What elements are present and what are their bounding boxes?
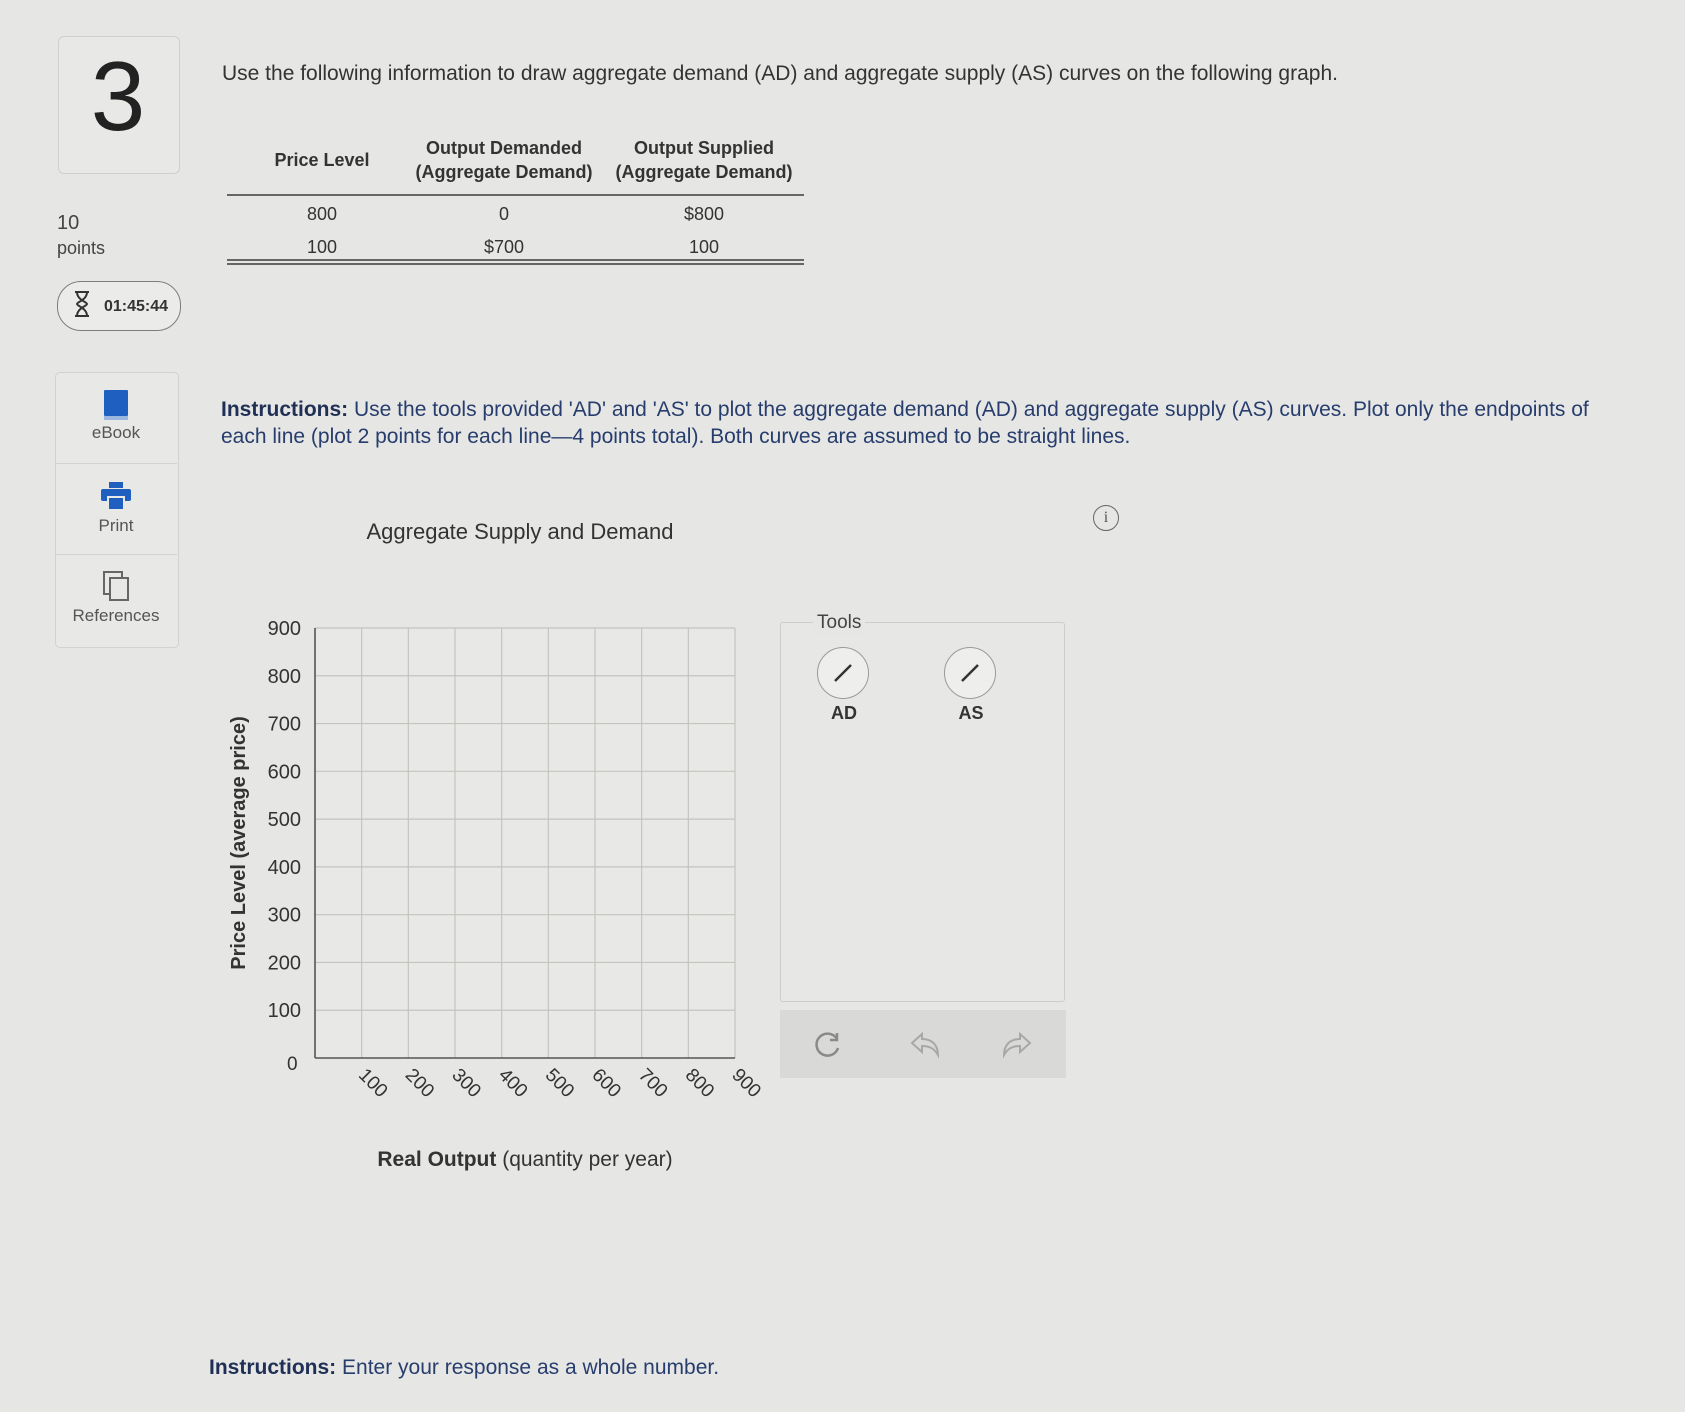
- instructions-2-text: Enter your response as a whole number.: [336, 1356, 720, 1379]
- line-tool-icon: [944, 647, 996, 699]
- question-prompt: Use the following information to draw aggregate demand (AD) and aggregate supply (AS) curves on the following graph.: [222, 62, 1338, 85]
- x-tick-label: 700: [634, 1064, 672, 1102]
- undo-icon[interactable]: [908, 1030, 942, 1060]
- y-axis-label: Price Level (average price): [228, 716, 250, 970]
- refresh-icon[interactable]: [813, 1030, 843, 1060]
- print-label: Print: [98, 516, 134, 535]
- instructions-bold: Instructions:: [221, 398, 349, 421]
- as-tool-button[interactable]: [944, 647, 998, 727]
- x-axis-label: [377, 1148, 672, 1171]
- ebook-button[interactable]: [55, 373, 177, 463]
- instructions-text: Use the tools provided 'AD' and 'AS' to plot the aggregate demand (AD) and aggregate supply (AS) curves. Plot only the endpoints of each line (plot 2 points for each line—4 points total). Both curves are assumed to be straight lines.: [221, 398, 1589, 448]
- graph-title: Aggregate Supply and Demand: [366, 519, 674, 544]
- x-tick-label: 300: [447, 1064, 485, 1102]
- table-header: Price Level: [274, 150, 370, 170]
- instructions-2: [209, 1356, 719, 1380]
- x-tick-label: 400: [494, 1064, 532, 1102]
- table-rule: [227, 259, 804, 261]
- y-tick-label: 100: [267, 1000, 301, 1023]
- plot-area[interactable]: [315, 628, 735, 1058]
- hourglass-icon: [73, 290, 91, 318]
- line-tool-icon: [817, 647, 869, 699]
- question-number: 3: [90, 41, 146, 151]
- table-rule: [227, 263, 804, 265]
- origin-label: 0: [287, 1054, 298, 1075]
- x-tick-label: 600: [587, 1064, 625, 1102]
- table-cell: 800: [306, 204, 338, 224]
- table-header: (Aggregate Demand): [615, 162, 793, 182]
- x-tick-label: 800: [680, 1064, 719, 1102]
- references-button[interactable]: [55, 555, 177, 645]
- table-header: (Aggregate Demand): [415, 162, 593, 182]
- y-tick-labels: [268, 618, 301, 1022]
- x-tick-label: 500: [540, 1064, 579, 1102]
- timer-text: 01:45:44: [104, 298, 169, 315]
- instructions: [221, 396, 1616, 450]
- table-header: Output Demanded: [426, 138, 582, 158]
- table-cell: 0: [498, 204, 509, 224]
- x-tick-labels: [354, 1065, 765, 1102]
- table-cell: $800: [683, 204, 725, 224]
- print-button[interactable]: [55, 464, 177, 554]
- y-tick-label: 400: [267, 856, 301, 879]
- as-tool-label: AS: [958, 703, 984, 723]
- info-icon[interactable]: i: [1093, 505, 1119, 531]
- table-cell: $700: [483, 237, 525, 257]
- ad-tool-label: AD: [831, 703, 857, 723]
- y-tick-label: 900: [267, 618, 301, 640]
- table-cell: 100: [688, 237, 720, 257]
- ebook-label: eBook: [91, 423, 141, 442]
- table-rule: [227, 194, 804, 196]
- redo-icon[interactable]: [1000, 1030, 1034, 1060]
- y-tick-label: 200: [267, 952, 301, 975]
- x-axis-label-bold: Real Output: [377, 1148, 497, 1171]
- points-label: points: [57, 238, 106, 258]
- references-label: References: [72, 606, 160, 625]
- printer-icon: [101, 482, 131, 510]
- data-table: [227, 134, 804, 264]
- points-value: 10: [57, 212, 80, 234]
- tools-label: Tools: [813, 612, 865, 634]
- table-header: Output Supplied: [634, 138, 774, 158]
- ebook-icon: [102, 389, 130, 421]
- y-tick-label: 600: [267, 761, 301, 784]
- references-icon: [102, 570, 130, 602]
- table-cell: 100: [306, 237, 338, 257]
- graph-grid: [315, 628, 735, 1058]
- y-tick-label: 300: [267, 904, 301, 927]
- instructions-2-bold: Instructions:: [209, 1356, 337, 1379]
- x-tick-label: 900: [727, 1064, 765, 1102]
- y-tick-label: 500: [267, 809, 301, 832]
- ad-tool-button[interactable]: [817, 647, 871, 727]
- graph-canvas[interactable]: [205, 510, 765, 1171]
- x-tick-label: 200: [400, 1064, 439, 1102]
- y-tick-label: 700: [267, 713, 301, 736]
- x-tick-label: 100: [354, 1064, 392, 1102]
- x-axis-label-rest: (quantity per year): [496, 1148, 673, 1171]
- y-tick-label: 800: [267, 665, 301, 688]
